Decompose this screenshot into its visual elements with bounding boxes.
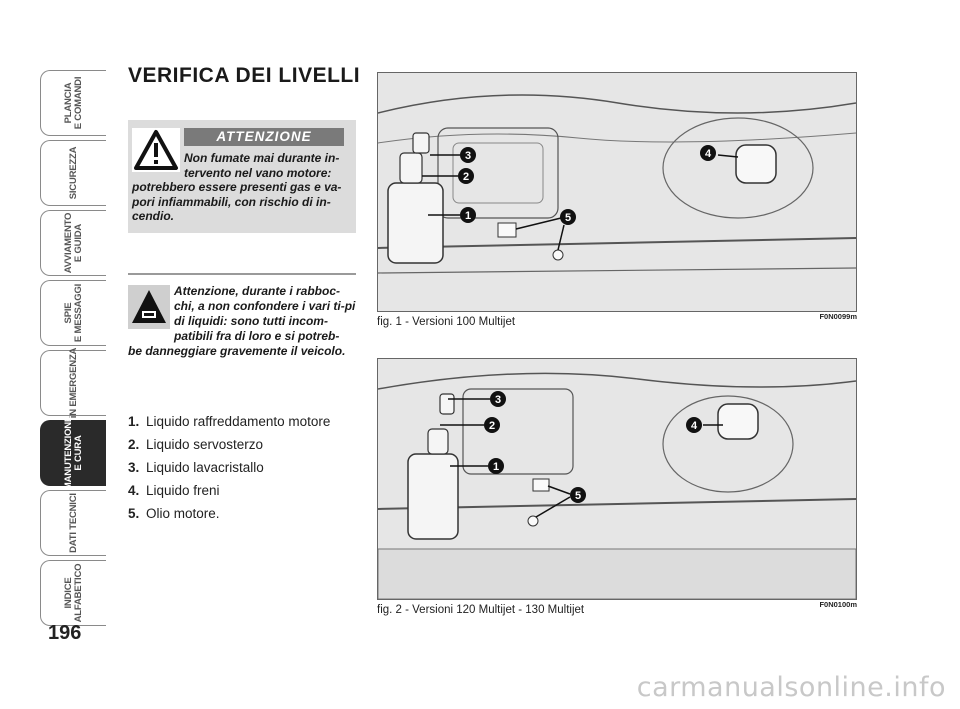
marker-4 [686,417,702,433]
marker-label: 1 [464,210,472,222]
list-item [128,433,330,456]
list-label: Liquido freni [146,483,220,498]
figure-caption [377,600,857,616]
figure-code: F0N0099m [819,312,857,321]
tab-avviamento[interactable] [40,210,106,276]
note-text-rest: be danneggiare gravemente il veicolo. [128,344,346,358]
tab-spie[interactable] [40,280,106,346]
marker-4 [700,145,716,161]
list-item [128,456,330,479]
list-number: 5. [128,506,140,521]
tab-manutenzione[interactable] [40,415,106,491]
marker-label: 2 [488,420,496,432]
list-label: Liquido servosterzo [146,437,264,452]
marker-2 [458,168,474,184]
list-label: Liquido lavacristallo [146,460,264,475]
tab-label: INDICE ALFABETICO [62,563,84,623]
marker-1 [460,207,476,223]
marker-2 [484,417,500,433]
figure-2 [377,358,857,616]
warning-text-line1: Non fumate mai durante in-tervento nel vano motore: [184,151,340,180]
warning-text-rest: potrebbero essere presenti gas e va-pori infiammabili, con rischio di in-cendio. [132,180,342,223]
list-number: 2. [128,437,140,452]
watermark: carmanualsonline.info [636,672,946,703]
tab-label: PLANCIA E COMANDI [62,76,84,130]
tab-label: AVVIAMENTO E GUIDA [62,212,84,274]
marker-label: 3 [494,394,502,406]
list-number: 3. [128,460,140,475]
warning-text [132,151,354,224]
marker-label: 5 [574,490,582,502]
list-item [128,479,330,502]
caption-text: fig. 2 - Versioni 120 Multijet - 130 Multijet [377,604,585,616]
marker-3 [490,391,506,407]
marker-label: 5 [564,212,572,224]
marker-5 [560,209,576,225]
engine-bay-illustration [377,358,857,600]
list-number: 4. [128,483,140,498]
marker-label: 4 [704,148,712,160]
figure-code: F0N0100m [819,600,857,609]
tab-label: SPIE E MESSAGGI [62,283,84,343]
marker-label: 4 [690,420,698,432]
tab-label: SICUREZZA [67,146,79,200]
note-text-indented: Attenzione, durante i rabboc-chi, a non confondere i vari ti-pi di liquidi: sono tutti incom-patibili fra di loro e si potreb- [174,284,356,343]
marker-5 [570,487,586,503]
tab-emergenza[interactable] [40,347,106,419]
note-text [128,284,358,359]
list-item [128,502,330,525]
chapter-tabs [40,70,106,630]
divider [128,273,356,275]
marker-label: 3 [464,150,472,162]
marker-3 [460,147,476,163]
tab-label: MANUTENZIONE E CURA [62,415,84,491]
list-item [128,410,330,433]
figure-1 [377,72,857,328]
list-label: Liquido raffreddamento motore [146,414,331,429]
warning-header: ATTENZIONE [184,128,344,146]
tab-dati-tecnici[interactable] [40,490,106,556]
marker-label: 2 [462,171,470,183]
marker-label: 1 [492,461,500,473]
figure-caption [377,312,857,328]
tab-plancia[interactable] [40,70,106,136]
page-title: VERIFICA DEI LIVELLI [128,64,361,87]
list-label: Olio motore. [146,506,220,521]
marker-1 [488,458,504,474]
tab-label: DATI TECNICI [67,493,79,553]
tab-indice[interactable] [40,560,106,626]
tab-label: IN EMERGENZA [67,347,79,419]
engine-bay-illustration [377,72,857,312]
warning-box [128,120,356,233]
page-number: 196 [48,622,82,644]
caption-text: fig. 1 - Versioni 100 Multijet [377,316,516,328]
list-number: 1. [128,414,140,429]
legend-list [128,410,330,525]
tab-sicurezza[interactable] [40,140,106,206]
